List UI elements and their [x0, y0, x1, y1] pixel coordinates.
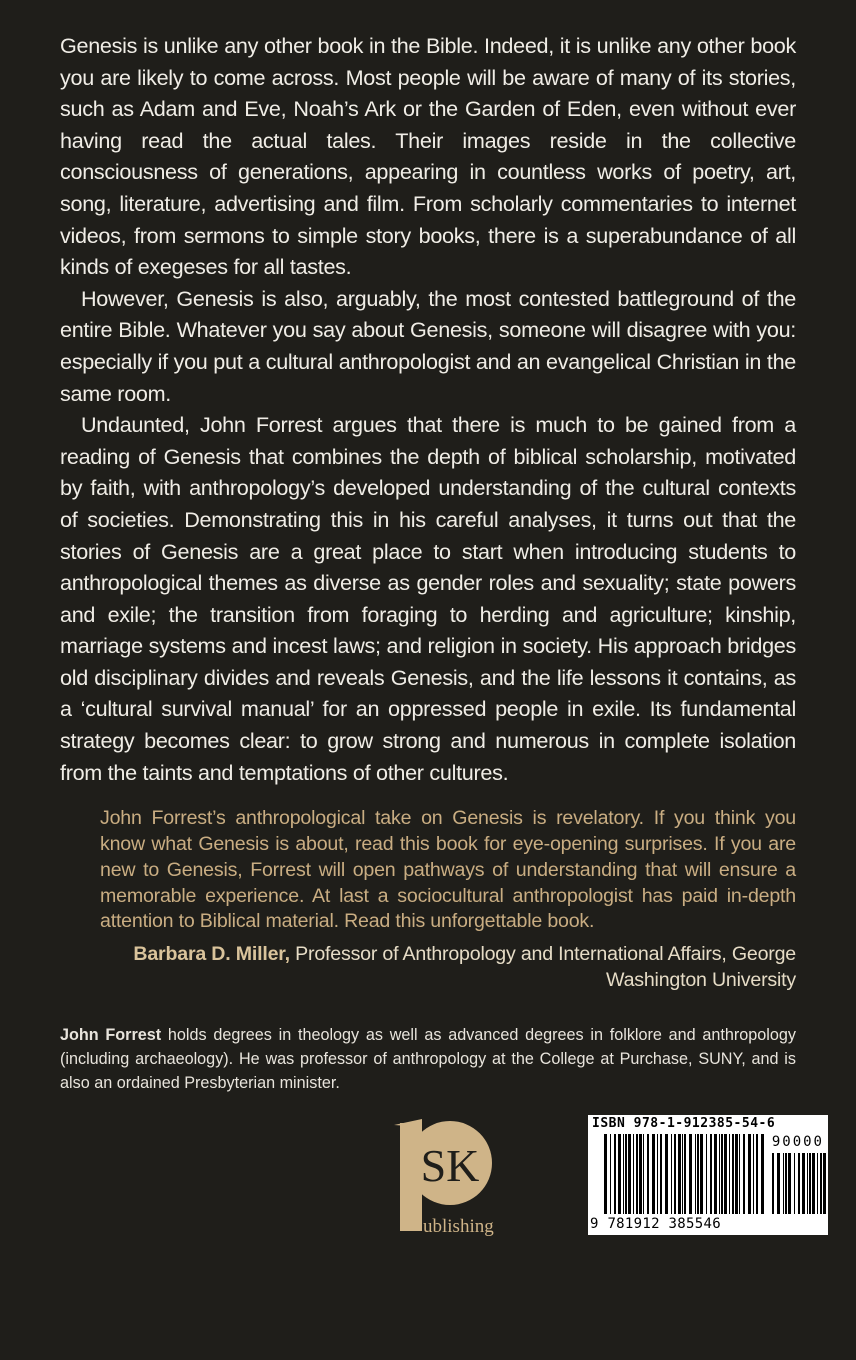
barcode-bar: [618, 1134, 621, 1214]
barcode-bar: [665, 1134, 668, 1214]
barcode-bar: [623, 1134, 624, 1214]
barcode-bar: [719, 1134, 720, 1214]
barcode-bar: [639, 1134, 642, 1214]
barcode-bar: [817, 1153, 818, 1214]
barcode-bar: [695, 1134, 696, 1214]
barcode-bar: [625, 1134, 627, 1214]
barcode-bar: [657, 1134, 658, 1214]
barcode-bar: [682, 1134, 683, 1214]
barcode-bar: [710, 1134, 712, 1214]
barcode-bar: [689, 1134, 692, 1214]
cover-footer: [60, 1115, 824, 1245]
barcode-bar: [823, 1153, 826, 1214]
endorser-affiliation: Professor of Anthropology and International Affairs, George Washington University: [289, 943, 796, 992]
barcode-bar: [820, 1153, 822, 1214]
barcode-bar: [785, 1153, 787, 1214]
barcode-bar: [809, 1153, 811, 1214]
barcode-bar: [652, 1134, 655, 1214]
barcode-bar: [643, 1134, 644, 1214]
barcode-bar: [628, 1134, 631, 1214]
barcode-bar: [753, 1134, 754, 1214]
barcode-bar: [756, 1134, 758, 1214]
barcode-bar: [802, 1153, 805, 1214]
barcode-bar: [748, 1134, 751, 1214]
barcode-bar: [777, 1153, 780, 1214]
endorsement-attribution: [100, 941, 796, 993]
price-addon: 90000: [771, 1134, 824, 1151]
barcode-bar: [798, 1153, 800, 1214]
barcode-bar: [636, 1134, 638, 1214]
logo-letters: SK: [420, 1140, 480, 1192]
barcode-bar: [714, 1134, 717, 1214]
ean-digits: 9 781912 385546: [590, 1216, 721, 1233]
barcode-bar: [697, 1134, 699, 1214]
barcode-bar: [772, 1153, 774, 1214]
barcode-bar: [794, 1153, 795, 1214]
barcode-bar: [743, 1134, 745, 1214]
barcode-bar: [721, 1134, 723, 1214]
barcode-bar: [812, 1153, 815, 1214]
barcode-bar: [735, 1134, 738, 1214]
blurb-paragraph-1: Genesis is unlike any other book in the Bible. Indeed, it is unlike any other book you are likely to come across. Most people will be aware of many of its stories, such as Adam and Eve, Noah’s Ark or the Garden of Eden, even without ever having read the actual tales. Their images reside in the collective consciousness of generations, appearing in countless works of poetry, art, song, literature, advertising and film. From scholarly commentaries to internet videos, from sermons to simple story books, there is a superabundance of all kinds of exegeses for all tastes.: [60, 33, 796, 280]
barcode-bar: [671, 1134, 672, 1214]
isbn-barcode: [588, 1115, 828, 1235]
author-bio-text: holds degrees in theology as well as advanced degrees in folklore and anthropology (including archaeology). He was professor of anthropology at the College at Purchase, SUNY, and is also an ordained Presbyterian minister.: [60, 1026, 796, 1093]
logo-word: ublishing: [423, 1216, 494, 1238]
blurb-paragraph-2: However, Genesis is also, arguably, the most contested battleground of the entire Bible. Whatever you say about Genesis, someone will disagree with you: especially if you put a cultural anthropologist and an evangelical Christian in the same room.: [60, 285, 796, 406]
blurb-paragraph-3: Undaunted, John Forrest argues that there is much to be gained from a reading of Genesis that combines the depth of biblical scholarship, motivated by faith, with anthropology’s developed understanding of the cultural contexts of societies. Demonstrating this in his careful analyses, it turns out that the stories of Genesis are a great place to start when introducing students to anthropological themes as diverse as gender roles and sexuality; state powers and exile; the transition from foraging to herding and agriculture; kinship, marriage systems and incest laws; and religion in society. His approach bridges old disciplinary divides and reveals Genesis, and the life lessons it contains, as a ‘cultural survival manual’ for an oppressed people in exile. Its fundamental strategy becomes clear: to grow strong and numerous in complete isolation from the taints and temptations of other cultures.: [60, 412, 796, 785]
barcode-bar: [706, 1134, 707, 1214]
barcode-bar: [732, 1134, 734, 1214]
endorser-name: Barbara D. Miller,: [133, 943, 290, 966]
publisher-logo: [392, 1115, 502, 1240]
barcode-bar: [739, 1134, 740, 1214]
barcode-bar: [783, 1153, 784, 1214]
barcode-bar: [604, 1134, 607, 1214]
blurb: [60, 30, 796, 788]
barcode-bar: [678, 1134, 681, 1214]
barcode-bar: [700, 1134, 703, 1214]
barcode-bar: [724, 1134, 727, 1214]
barcode-bar: [610, 1134, 611, 1214]
barcode-bar: [788, 1153, 791, 1214]
barcode-bar: [729, 1134, 730, 1214]
isbn-label: ISBN 978-1-912385-54-6: [592, 1116, 776, 1132]
author-bio: [60, 1023, 796, 1095]
barcode-bar: [684, 1134, 686, 1214]
barcode-bar: [614, 1134, 616, 1214]
barcode-bar: [633, 1134, 634, 1214]
barcode-bar: [660, 1134, 662, 1214]
endorsement-quote: John Forrest’s anthropological take on Genesis is revelatory. If you think you know what Genesis is about, read this book for eye-opening surprises. If you are new to Genesis, Forrest will open pathways of understanding that will ensure a memorable experience. At last a sociocultural anthropologist has paid in-depth attention to Biblical material. Read this unforgettable book.: [100, 807, 796, 933]
barcode-bar: [807, 1153, 808, 1214]
barcode-bar: [647, 1134, 649, 1214]
author-name: John Forrest: [60, 1026, 162, 1045]
barcode-bar: [674, 1134, 676, 1214]
barcode-bar: [761, 1134, 764, 1214]
